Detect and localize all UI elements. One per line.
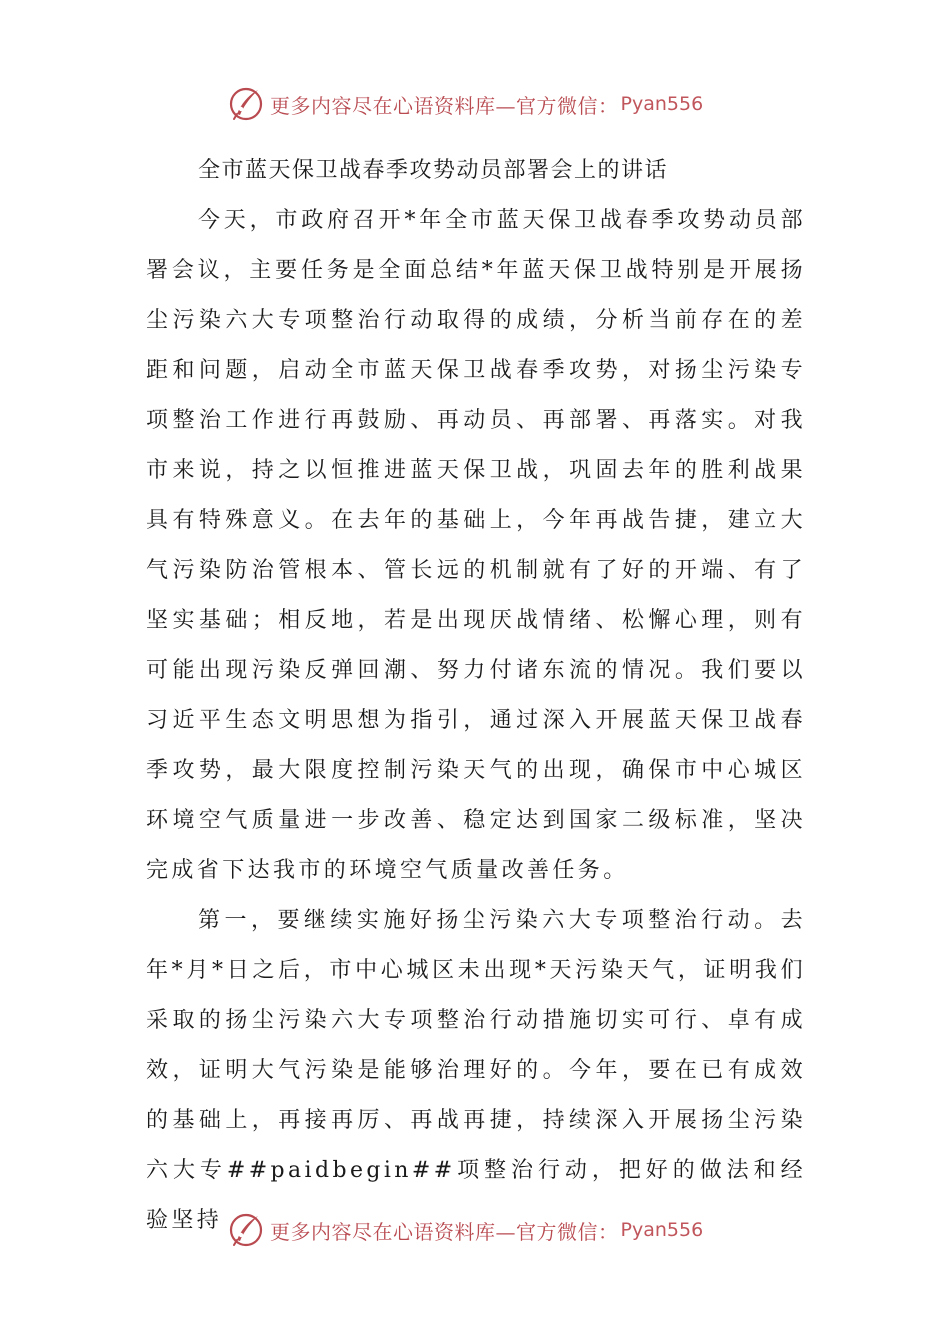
footer-banner	[228, 1210, 703, 1250]
quill-logo-icon	[228, 86, 264, 122]
banner-text: 更多内容尽在心语资料库—官方微信：	[270, 1219, 619, 1244]
paragraph-1: 今天，市政府召开*年全市蓝天保卫战春季攻势动员部署会议，主要任务是全面总结*年蓝天保卫战特别是开展扬尘污染六大专项整治行动取得的成绩，分析当前存在的差距和问题，启动全市蓝天保卫战春季攻势，对扬尘污染专项整治工作进行再鼓励、再动员、再部署、再落实。对我市来说，持之以恒推进蓝天保卫战，巩固去年的胜利战果具有特殊意义。在去年的基础上，今年再战告捷，建立大气污染防治管根本、管长远的机制就有了好的开端、有了坚实基础；相反地，若是出现厌战情绪、松懈心理，则有可能出现污染反弹回潮、努力付诸东流的情况。我们要以习近平生态文明思想为指引，通过深入开展蓝天保卫战春季攻势，最大限度控制污染天气的出现，确保市中心城区环境空气质量进一步改善、稳定达到国家二级标准，坚决完成省下达我市的环境空气质量改善任务。	[146, 208, 806, 883]
quill-logo-icon	[228, 1212, 264, 1248]
banner-text: 更多内容尽在心语资料库—官方微信：	[270, 93, 619, 118]
header-banner	[228, 84, 703, 124]
document-body	[146, 146, 806, 1246]
banner-wechat-id: Pyan556	[620, 93, 704, 115]
document-title: 全市蓝天保卫战春季攻势动员部署会上的讲话	[198, 158, 669, 183]
banner-wechat-id: Pyan556	[620, 1219, 704, 1241]
paragraph-2: 第一，要继续实施好扬尘污染六大专项整治行动。去年*月*日之后，市中心城区未出现*天污染天气，证明我们采取的扬尘污染六大专项整治行动措施切实可行、卓有成效，证明大气污染是能够治理好的。今年，要在已有成效的基础上，再接再厉、再战再捷，持续深入开展扬尘污染六大专##paidbegin##项整治行动，把好的做法和经验坚持	[146, 908, 806, 1233]
